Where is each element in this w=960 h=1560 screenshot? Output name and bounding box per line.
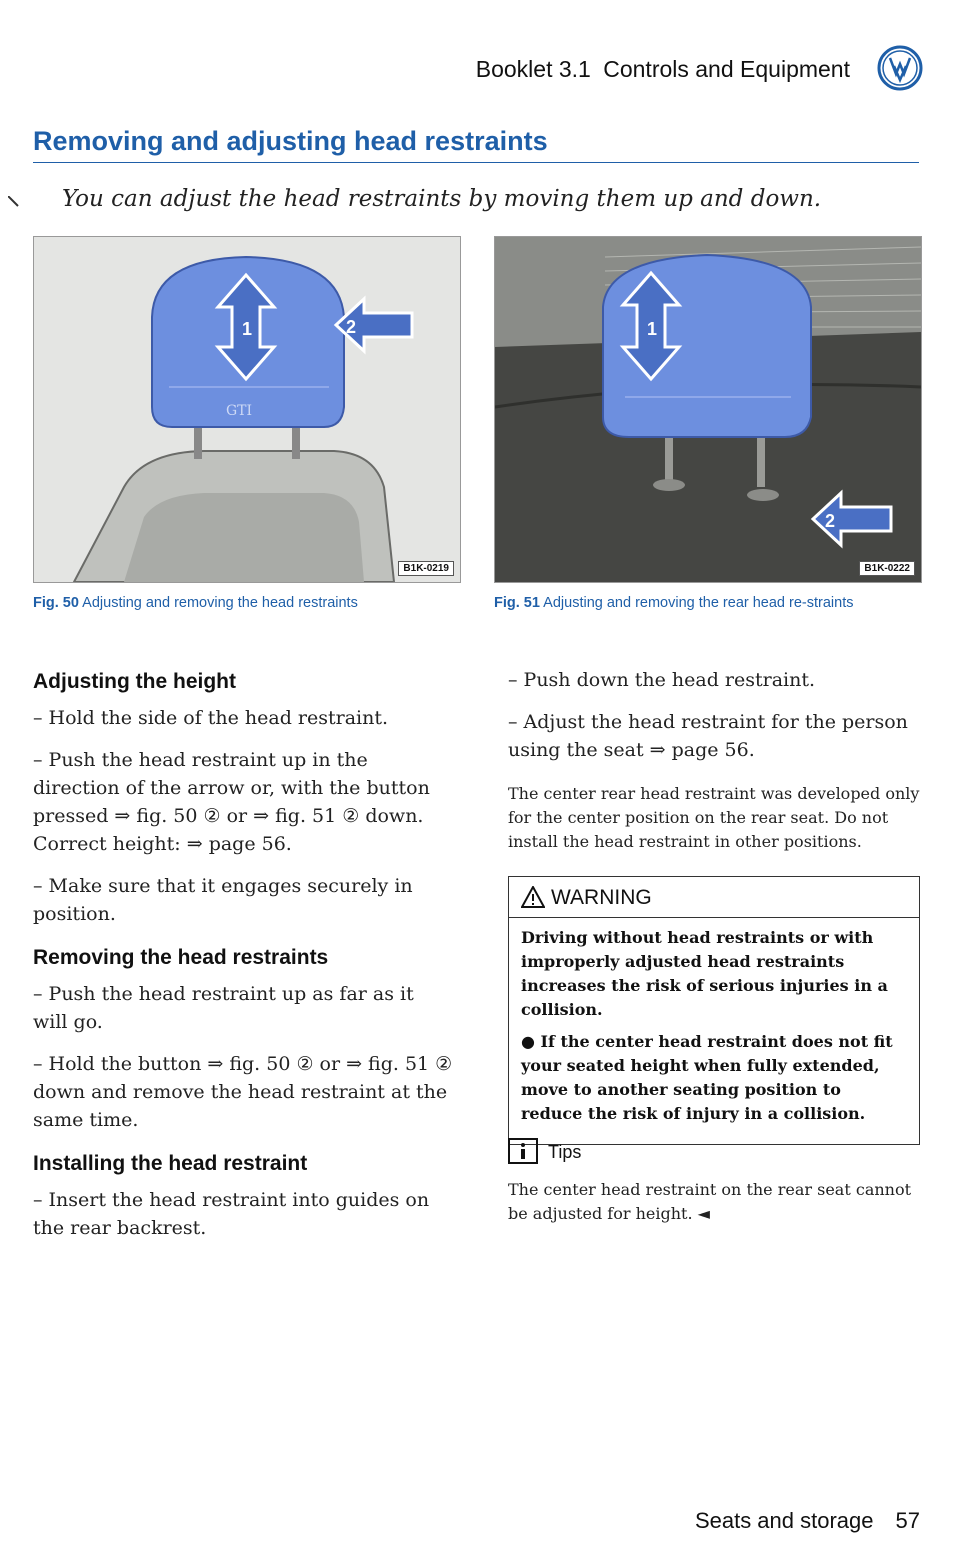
right-column [508, 666, 920, 870]
center-restraint-note: The center rear head restraint was developed only for the center position on the rear seat. Do not install the head restraint in other positions. [508, 784, 920, 851]
vw-logo-icon [876, 44, 924, 92]
installing-heading: Installing the head restraint [33, 1152, 308, 1175]
tips-text: The center head restraint on the rear seat cannot be adjusted for height. ◄ [508, 1180, 912, 1223]
warning-text: ● If the center head restraint does not fit your seated height when fully extended, move to another seating position to reduce the risk of injury in a collision. [521, 1032, 893, 1123]
badge-1: 1 [242, 319, 253, 339]
page-number: 57 [895, 1508, 920, 1533]
headrest-rear-illustration [495, 237, 921, 582]
figure-50-caption [33, 592, 463, 614]
removing-heading: Removing the head restraints [33, 946, 329, 969]
warning-text: Driving without head restraints or with improperly adjusted head restraints increases the risk of serious injuries in a collision. [521, 928, 888, 1019]
gti-emblem: GTI [226, 403, 253, 419]
margin-marker-icon [8, 196, 20, 208]
rear-step: – Adjust the head restraint for the person using the seat ⇒ page 56. [508, 711, 908, 761]
figure-51-caption [494, 592, 914, 614]
badge-2: 2 [825, 511, 836, 531]
warning-triangle-icon [521, 886, 545, 908]
warning-header [509, 877, 919, 918]
badge-2: 2 [346, 317, 357, 337]
info-icon [508, 1138, 538, 1164]
figure-50 [33, 236, 461, 583]
adjusting-step: – Make sure that it engages securely in position. [33, 875, 413, 925]
section-label: Controls and Equipment [603, 56, 850, 82]
tips-header [508, 1138, 582, 1168]
figure-code: B1K-0222 [859, 561, 915, 576]
removing-step: – Push the head restraint up as far as it will go. [33, 983, 414, 1033]
warning-body [509, 918, 919, 1144]
rear-step: – Push down the head restraint. [508, 669, 816, 691]
tips-label: Tips [548, 1142, 582, 1162]
left-column [33, 670, 453, 1256]
figure-51 [494, 236, 922, 583]
adjusting-step: – Hold the side of the head restraint. [33, 707, 389, 729]
caption-text: Adjusting and removing the head restraints [82, 595, 358, 611]
headrest-front-illustration [34, 237, 460, 582]
removing-step: – Hold the button ⇒ fig. 50 ② or ⇒ fig. 51 ② down and remove the head restraint at the same time. [33, 1053, 453, 1131]
caption-number: Fig. 51 [494, 595, 540, 611]
page-footer [620, 1508, 920, 1534]
adjusting-heading: Adjusting the height [33, 670, 236, 693]
badge-1: 1 [647, 319, 658, 339]
title-divider [33, 162, 919, 163]
footer-section: Seats and storage [694, 1508, 874, 1533]
installing-step: – Insert the head restraint into guides on the rear backrest. [33, 1189, 430, 1239]
intro-text: You can adjust the head restraints by moving them up and down. [62, 186, 822, 212]
warning-box [508, 876, 920, 1145]
figure-code: B1K-0219 [398, 561, 454, 576]
caption-text: Adjusting and removing the rear head re-straints [543, 595, 854, 611]
caption-number: Fig. 50 [33, 595, 79, 611]
booklet-label: Booklet 3.1 [475, 56, 591, 82]
page-header [430, 56, 850, 83]
warning-label: WARNING [551, 886, 652, 909]
adjusting-step: – Push the head restraint up in the direction of the arrow or, with the button pressed ⇒ fig. 50 ② or ⇒ fig. 51 ② down. Correct height: ⇒ page 56. [33, 749, 430, 855]
page-title: Removing and adjusting head restraints [33, 126, 548, 156]
